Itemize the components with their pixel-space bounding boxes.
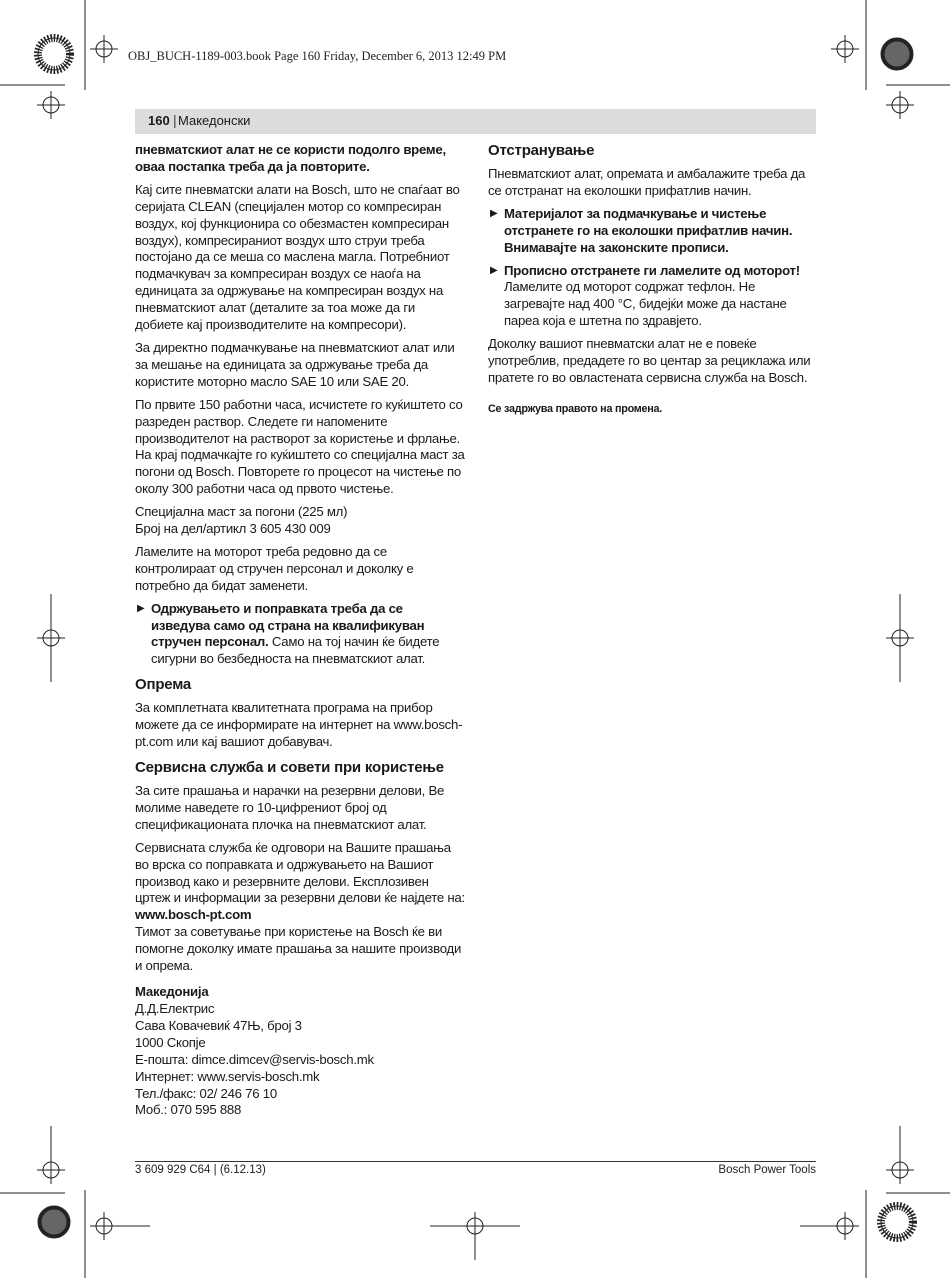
bullet-lubricant-disposal: [488, 206, 818, 257]
bullet-vanes-disposal: [488, 263, 818, 331]
paragraph-cleaning: По првите 150 работни часа, исчистете го куќиштето со разреден раствор. Следете ги напомените производителот на растворот за користење и фрлање. На крај подмачкајте го куќиштето со специјална маст за погони од Bosch. Повторете го процесот на чистење по околу 300 работни часа од првото чистење.: [135, 396, 465, 497]
paragraph-service-parts: За сите прашања и нарачки на резервни делови, Ве молиме наведете го 10-цифрениот број од спецификационата плочка на пневматскиот алат.: [135, 783, 445, 832]
page-number: 160: [148, 113, 170, 128]
heading-equipment: Опрема: [135, 676, 192, 694]
paragraph-service-info: [135, 840, 465, 975]
bullet-text: Ламелите од моторот содржат тефлон. Не загревајте над 400 °C, бидејќи може да настане пареа која е штетна по здравјето.: [504, 279, 787, 329]
paragraph-recycling: Доколку вашиот пневматски алат не е повеќе употреблив, предадете го во центар за рециклажа или пратете го во овластената сервисна служба на Bosch.: [488, 336, 811, 385]
section-language: Македонски: [178, 113, 251, 128]
grease-info: [135, 504, 465, 538]
footer-brand: Bosch Power Tools: [718, 1164, 816, 1176]
heading-disposal: Отстранување: [488, 142, 595, 159]
paragraph-oil: За директно подмачкување на пневматскиот алат или за мешање на единицата за одржување треба да користите моторно масло SAE 10 или SAE 20.: [135, 339, 455, 389]
bullet-text: Само на тој начин ќе бидете сигурни во безбедноста на пневматскиот алат.: [151, 634, 440, 667]
country-heading: Македонија: [135, 983, 209, 999]
address-line: Д.Д.Електрис: [135, 1000, 215, 1016]
bullet-maintenance: [135, 601, 465, 669]
service-advice-text: Тимот за советување при користење на Bosch ќе ви помогне доколку имате прашања за нашите производи и опрема.: [135, 924, 462, 974]
service-url: www.bosch-pt.com: [135, 907, 252, 923]
footer-document-code: 3 609 929 C64 | (6.12.13): [135, 1164, 266, 1176]
address-line: Сава Ковачевиќ 47Њ, број 3: [135, 1017, 302, 1033]
paragraph-equipment: За комплетната квалитетната програма на прибор можете да се информирате на интернет на www.bosch-pt.com или кај вашиот добавувач.: [135, 700, 463, 750]
footer-divider: [135, 1161, 816, 1162]
intro-bold-text: пневматскиот алат не се користи подолго време, оваа постапка треба да ја повторите.: [135, 142, 446, 174]
bullet-arrow-icon: ▶: [490, 207, 498, 219]
heading-service: Сервисна служба и совети при користење: [135, 759, 444, 776]
page-header-bar: [135, 109, 816, 134]
paragraph-lubrication: Кај сите пневматски алати на Bosch, што не спаѓаат во серијата CLEAN (специјален мотор со компресиран воздух, кој функционира со обезмастен компресиран воздух), компресираниот воздух што струи треба постојано да се меша со маслена магла. Потребниот подмачкувач за компресиран воздух се наоѓа на единицата за одржување на компресиран воздух на пневматскиот алат (деталите за тоа може да ги добиете кај производителите на компресори).: [135, 181, 460, 333]
bullet-arrow-icon: ▶: [490, 264, 498, 276]
paragraph-vanes: Ламелите на моторот треба редовно да се контролираат од стручен персонал и доколку е потребно да бидат заменети.: [135, 543, 414, 593]
bullet-arrow-icon: ▶: [137, 602, 145, 614]
address-line: 1000 Скопје: [135, 1034, 206, 1050]
paragraph-disposal: Пневматскиот алат, опремата и амбалажите треба да се отстранат на еколошки прифатлив начин.: [488, 166, 806, 198]
bullet-bold-text: Материјалот за подмачкување и чистење отстранете го на еколошки прифатлив начин. Внимавајте на законските прописи.: [504, 205, 793, 255]
left-column: [135, 142, 465, 1119]
right-column: [488, 142, 818, 424]
bullet-bold-text: Прописно отстранете ги ламелите од моторот!: [504, 262, 800, 278]
address-email: E-пошта: dimce.dimcev@servis-bosch.mk: [135, 1051, 374, 1067]
address-mobile: Моб.: 070 595 888: [135, 1102, 242, 1118]
print-header: OBJ_BUCH-1189-003.book Page 160 Friday, December 6, 2013 12:49 PM: [128, 49, 507, 63]
address-website: Интернет: www.servis-bosch.mk: [135, 1068, 320, 1084]
grease-name: Специјална маст за погони (225 мл): [135, 504, 348, 520]
rights-reserved-note: Се задржува правото на промена.: [488, 402, 663, 415]
bullet-bold-text: Одржувањето и поправката треба да се изведува само од страна на квалификуван стручен персонал.: [151, 600, 425, 650]
address-phone-fax: Тел./факс: 02/ 246 76 10: [135, 1085, 277, 1101]
header-separator: |: [173, 112, 177, 128]
grease-part-number: Број на дел/артикл 3 605 430 009: [135, 521, 331, 537]
service-text: Сервисната служба ќе одговори на Вашите прашања во врска со поправката и одржувањето на Вашиот производ како и резервните делови. Експлозивен цртеж и информации за резервни делови ќе најдете на:: [135, 839, 465, 906]
address-block: [135, 1001, 465, 1119]
